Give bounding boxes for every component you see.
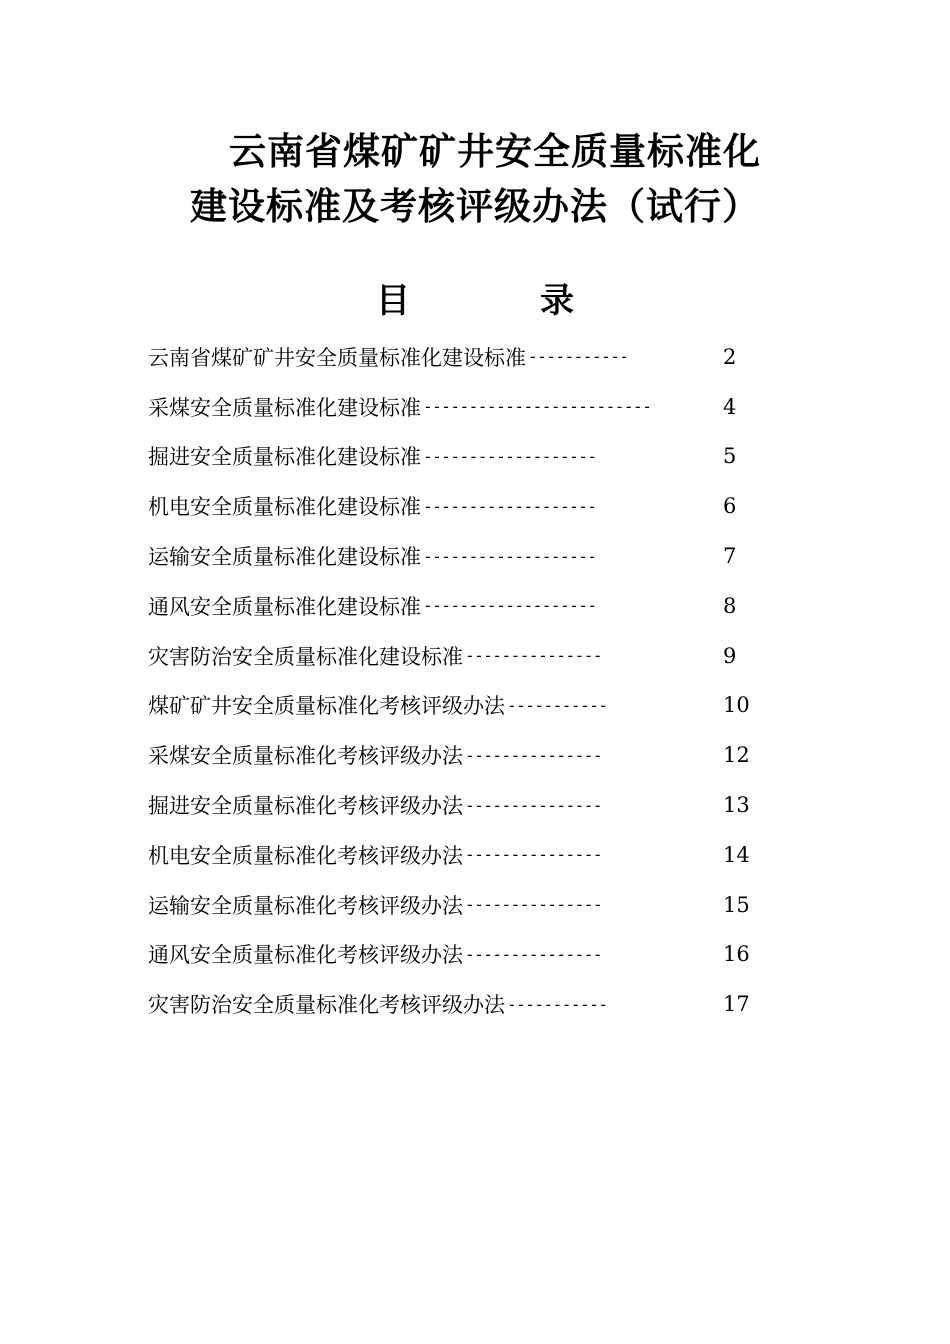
toc-entry-page: 14 [723,842,750,867]
toc-entry-leader: ------------------- [423,546,597,566]
toc-entry-page: 13 [723,793,750,818]
toc-entry-title: 机电安全质量标准化建设标准 [148,495,421,520]
toc-entry-title: 掘进安全质量标准化考核评级办法 [148,794,463,819]
toc-entry-page: 16 [723,942,750,967]
document-title-line-1: 云南省煤矿矿井安全质量标准化 [229,130,761,173]
toc-heading-left: 目 [376,281,410,321]
toc-entry-leader: ------------------------- [423,397,652,417]
toc-entry[interactable] [148,780,768,830]
toc-entry-page: 8 [723,593,737,618]
toc-entry-title: 掘进安全质量标准化建设标准 [148,445,421,470]
toc-entry-title: 灾害防治安全质量标准化考核评级办法 [148,993,505,1018]
toc-entry[interactable] [148,332,768,382]
toc-entry[interactable] [148,880,768,930]
toc-entry-page: 5 [723,444,737,469]
toc-entry-leader: ----------- [507,994,608,1014]
toc-entry-leader: ------------------- [423,446,597,466]
toc-entry[interactable] [148,481,768,531]
toc-entry-leader: ----------- [507,695,608,715]
toc-entry[interactable] [148,631,768,681]
toc-entry-page: 6 [723,494,737,519]
table-of-contents [148,332,768,1029]
toc-entry[interactable] [148,730,768,780]
toc-heading [0,279,950,323]
toc-entry-page: 4 [723,394,737,419]
toc-entry-title: 灾害防治安全质量标准化建设标准 [148,644,463,669]
toc-entry-page: 10 [723,693,750,718]
toc-entry-page: 17 [723,992,750,1017]
toc-entry-title: 通风安全质量标准化考核评级办法 [148,943,463,968]
toc-entry[interactable] [148,979,768,1029]
toc-entry-title: 煤矿矿井安全质量标准化考核评级办法 [148,694,505,719]
toc-entry-page: 9 [723,643,737,668]
toc-entry[interactable] [148,830,768,880]
toc-entry-page: 7 [723,544,737,569]
toc-entry-page: 12 [723,743,750,768]
toc-entry-leader: ------------------- [423,496,597,516]
toc-entry-title: 运输安全质量标准化建设标准 [148,545,421,570]
toc-entry-title: 运输安全质量标准化考核评级办法 [148,893,463,918]
toc-heading-right: 录 [540,281,574,321]
toc-entry-title: 采煤安全质量标准化考核评级办法 [148,744,463,769]
toc-entry-leader: ----------- [528,347,629,367]
toc-entry[interactable] [148,581,768,631]
toc-entry-page: 15 [723,892,750,917]
toc-entry-leader: --------------- [465,646,602,666]
toc-entry-title: 采煤安全质量标准化建设标准 [148,395,421,420]
toc-entry-leader: --------------- [465,795,602,815]
toc-entry[interactable] [148,382,768,432]
toc-entry-title: 机电安全质量标准化考核评级办法 [148,843,463,868]
toc-entry-leader: --------------- [465,944,602,964]
toc-entry-leader: --------------- [465,745,602,765]
toc-entry-leader: ------------------- [423,596,597,616]
toc-entry[interactable] [148,930,768,980]
toc-entry-title: 通风安全质量标准化建设标准 [148,594,421,619]
toc-entry-title: 云南省煤矿矿井安全质量标准化建设标准 [148,345,526,370]
toc-entry-leader: --------------- [465,895,602,915]
document-title-line-2: 建设标准及考核评级办法（试行） [190,185,760,228]
toc-entry[interactable] [148,432,768,482]
toc-entry[interactable] [148,681,768,731]
toc-entry-page: 2 [723,344,737,369]
toc-entry-leader: --------------- [465,845,602,865]
toc-entry[interactable] [148,531,768,581]
